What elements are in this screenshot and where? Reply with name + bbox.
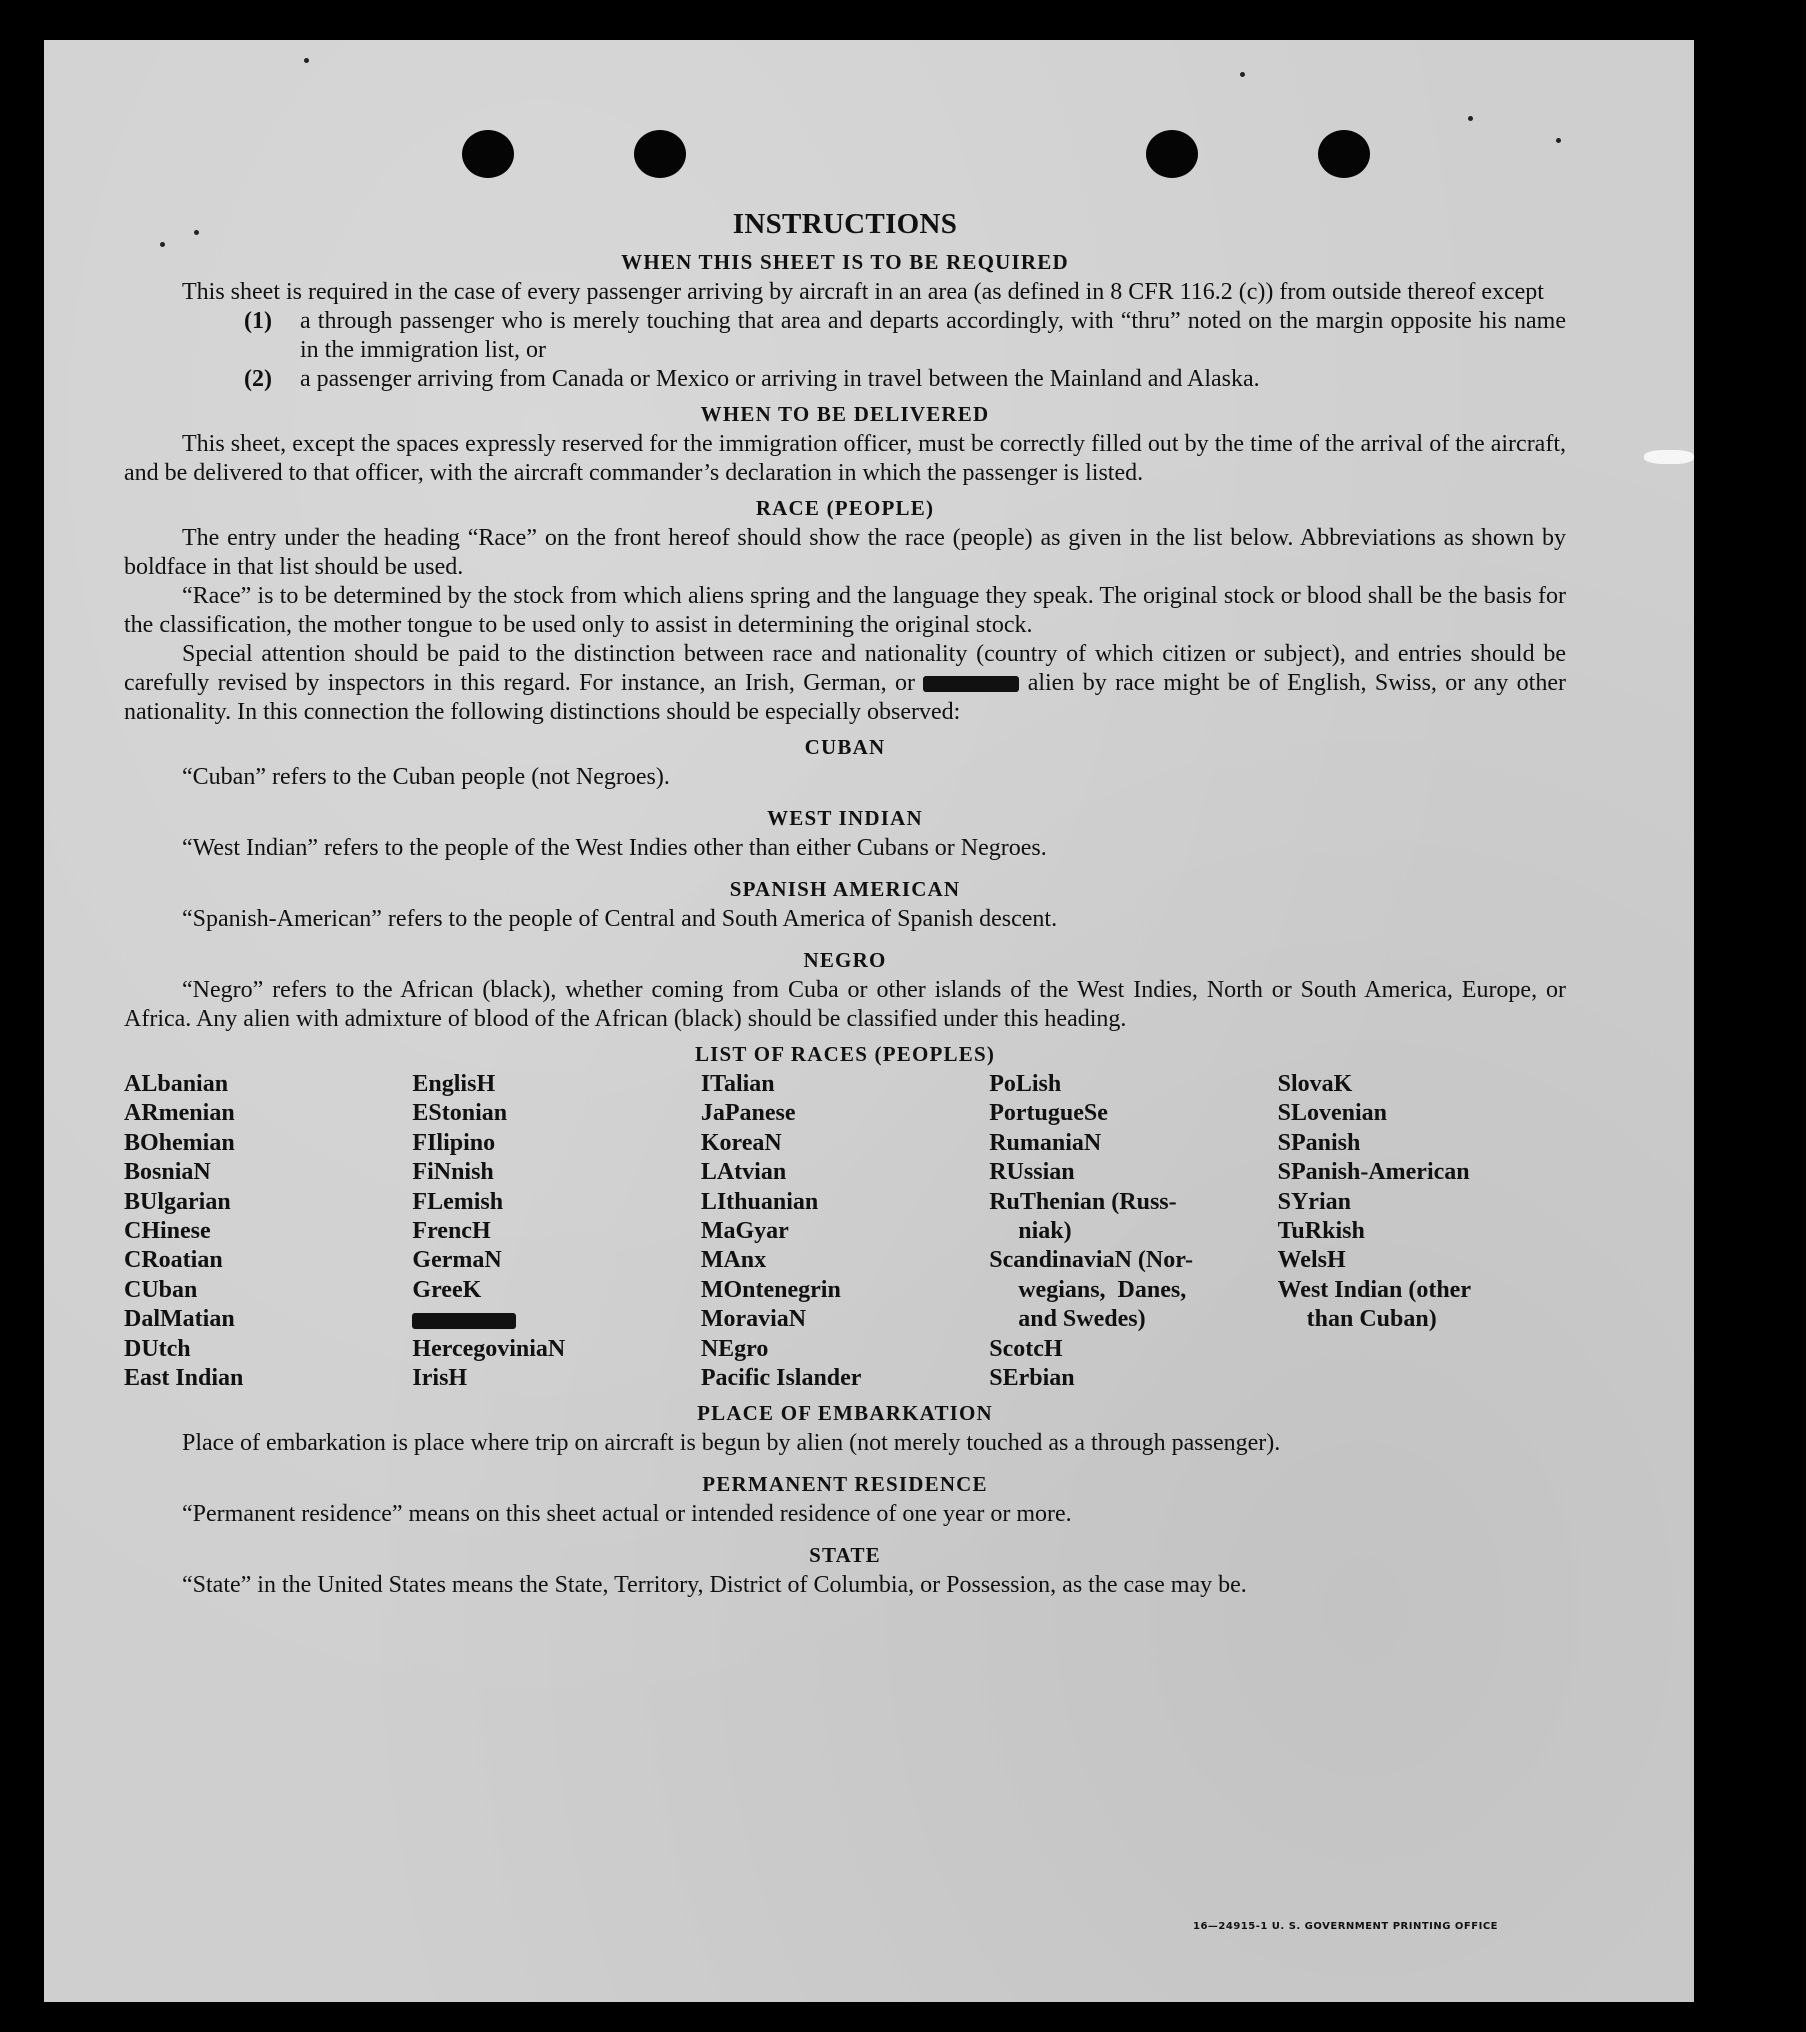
- race-entry-continued: and Swedes): [1018, 1306, 1146, 1333]
- race-entry: MoraviaN: [700, 1306, 807, 1333]
- ink-speck: [1468, 116, 1473, 121]
- race-entry: ALbanian: [124, 1071, 229, 1097]
- race-entry: ScotcH: [989, 1335, 1063, 1362]
- race-paragraph-3-end: alien by race might be of English, Swiss, or any other nationality. In this connection the following distinctions should be especially observed:: [124, 670, 1566, 725]
- race-entry: MOntenegrin: [700, 1276, 841, 1303]
- when-delivered-text: This sheet, except the spaces expressly reserved for the immigration officer, must be correctly filled out by the time of the arrival of the aircraft, and be delivered to that officer, with the aircraft commander’s declaration in which the passenger is listed.: [124, 431, 1566, 486]
- race-column: [412, 1070, 700, 1393]
- race-entry: FLemish: [412, 1188, 504, 1215]
- race-entry: MAnx: [700, 1247, 767, 1274]
- heading-permanent-residence: PERMANENT RESIDENCE: [702, 1472, 988, 1497]
- race-entry: KoreaN: [700, 1129, 782, 1156]
- heading-state: STATE: [809, 1543, 881, 1568]
- spanish-american-text: “Spanish-American” refers to the people of Central and South America of Spanish descent.: [182, 906, 1058, 932]
- punch-hole: [462, 130, 514, 178]
- race-entry: MaGyar: [700, 1218, 789, 1245]
- race-entry: FrencH: [412, 1218, 491, 1245]
- heading-cuban: CUBAN: [804, 735, 886, 759]
- when-required-intro: This sheet is required in the case of every passenger arriving by aircraft in an area (as defined in 8 CFR 116.2 (c)) from outside thereof except: [182, 279, 1544, 305]
- item-number: (2): [244, 366, 272, 392]
- heading-spanish-american: SPANISH AMERICAN: [729, 877, 961, 901]
- race-entry: NEgro: [700, 1335, 769, 1362]
- race-entry: EStonian: [412, 1100, 508, 1127]
- race-paragraph-2: “Race” is to be determined by the stock from which aliens spring and the language they speak. The original stock or blood shall be the basis for the classification, the mother tongue to be used only to assist in determining the original stock.: [124, 583, 1566, 638]
- ink-speck: [1556, 138, 1561, 143]
- negro-text: “Negro” refers to the African (black), whether coming from Cuba or other islands of the West Indies, North or South America, Europe, or Africa. Any alien with admixture of blood of the African (black) should be classified under this heading.: [124, 977, 1566, 1032]
- paper-blemish: [1644, 450, 1694, 464]
- race-list: [124, 1070, 1566, 1393]
- item-text: a through passenger who is merely touching that area and departs accordingly, with “thru” noted on the margin opposite his name in the immigration list, or: [300, 308, 1566, 363]
- state-text: “State” in the United States means the State, Territory, District of Columbia, or Possession, as the case may be.: [182, 1572, 1247, 1599]
- race-entry: LAtvian: [700, 1159, 787, 1186]
- ink-speck: [1240, 72, 1245, 77]
- race-entry: TuRkish: [1277, 1218, 1365, 1245]
- race-entry: CRoatian: [124, 1247, 223, 1274]
- race-entry: DalMatian: [124, 1306, 235, 1333]
- race-entry: HercegoviniaN: [412, 1335, 566, 1362]
- race-entry: BUlgarian: [124, 1188, 231, 1215]
- page-title: INSTRUCTIONS: [732, 208, 958, 240]
- item-text: a passenger arriving from Canada or Mexico or arriving in travel between the Mainland and Alaska.: [300, 366, 1260, 392]
- race-entry-continued: niak): [1018, 1218, 1072, 1245]
- race-entry: SYrian: [1277, 1188, 1351, 1215]
- race-entry: CHinese: [124, 1218, 211, 1245]
- punch-hole: [634, 130, 686, 178]
- race-entry: ITalian: [700, 1071, 775, 1097]
- heading-list-of-races: LIST OF RACES (PEOPLES): [694, 1042, 996, 1066]
- race-entry: DUtch: [124, 1335, 191, 1362]
- item-number: (1): [244, 308, 272, 334]
- race-entry: RumaniaN: [989, 1129, 1102, 1156]
- instructions-body: [124, 208, 1566, 1600]
- race-entry-continued: than Cuban): [1306, 1306, 1437, 1333]
- race-paragraph-3-start: Special attention should be paid to the distinction between race and nationality (country of which citizen or subject), and entries should be carefully revised by inspectors in this regard. For instance, an Irish, German, or: [124, 641, 1566, 696]
- race-entry: PoLish: [989, 1071, 1062, 1097]
- race-entry: SLovenian: [1277, 1100, 1387, 1127]
- race-entry: LIthuanian: [700, 1188, 819, 1215]
- race-entry: GreeK: [412, 1276, 482, 1303]
- embarkation-text: Place of embarkation is place where trip on aircraft is begun by alien (not merely touched as a through passenger).: [182, 1430, 1281, 1457]
- heading-race: RACE (PEOPLE): [755, 496, 935, 520]
- exception-item: [244, 365, 1566, 394]
- race-column: [701, 1070, 989, 1393]
- race-entry: JaPanese: [700, 1100, 796, 1127]
- race-entry: West Indian (other: [1277, 1276, 1471, 1303]
- heading-when-required: WHEN THIS SHEET IS TO BE REQUIRED: [621, 250, 1069, 274]
- race-entry: RUssian: [989, 1159, 1075, 1186]
- race-entry: PortugueSe: [989, 1100, 1108, 1127]
- race-entry: Pacific Islander: [700, 1365, 862, 1392]
- race-entry: SErbian: [989, 1365, 1075, 1392]
- race-entry: IrisH: [412, 1365, 468, 1392]
- race-entry: CUban: [124, 1276, 198, 1303]
- redaction-mark: [923, 676, 1019, 692]
- ink-speck: [304, 58, 309, 63]
- race-entry: ARmenian: [124, 1100, 235, 1127]
- race-entry: BOhemian: [124, 1129, 235, 1156]
- race-entry: ScandinaviaN (Nor-: [989, 1247, 1194, 1274]
- race-entry: FIlipino: [412, 1129, 496, 1156]
- race-entry: East Indian: [124, 1365, 244, 1392]
- race-entry-redacted: [412, 1305, 700, 1334]
- race-entry: WelsH: [1277, 1247, 1346, 1274]
- heading-embarkation: PLACE OF EMBARKATION: [697, 1401, 993, 1426]
- cuban-text: “Cuban” refers to the Cuban people (not Negroes).: [182, 764, 670, 790]
- race-entry: GermaN: [412, 1247, 502, 1274]
- residence-text: “Permanent residence” means on this sheet actual or intended residence of one year or more.: [182, 1501, 1072, 1528]
- punch-hole: [1146, 130, 1198, 178]
- race-column: [1278, 1070, 1566, 1393]
- redaction-mark: [412, 1313, 516, 1329]
- west-indian-text: “West Indian” refers to the people of the West Indies other than either Cubans or Negroes.: [182, 835, 1047, 861]
- heading-when-delivered: WHEN TO BE DELIVERED: [700, 402, 990, 426]
- race-column: [124, 1070, 412, 1393]
- race-paragraph-1: The entry under the heading “Race” on the front hereof should show the race (people) as given in the list below. Abbreviations as shown by boldface in that list should be used.: [124, 525, 1566, 580]
- heading-west-indian: WEST INDIAN: [767, 806, 923, 830]
- race-entry: SlovaK: [1277, 1071, 1353, 1097]
- race-paragraph-3: [124, 640, 1566, 727]
- race-entry: BosniaN: [124, 1159, 211, 1186]
- punch-hole: [1318, 130, 1370, 178]
- race-entry: SPanish-American: [1277, 1159, 1470, 1186]
- printing-office-code: 16—24915-1 U. S. GOVERNMENT PRINTING OFFICE: [1193, 1921, 1498, 1932]
- race-entry-continued: wegians, Danes,: [1018, 1276, 1187, 1303]
- race-entry: RuThenian (Russ-: [989, 1188, 1177, 1215]
- race-entry: SPanish: [1277, 1129, 1361, 1156]
- race-column: [989, 1070, 1277, 1393]
- heading-negro: NEGRO: [803, 948, 887, 972]
- race-entry: FiNnish: [412, 1159, 494, 1186]
- race-entry: EnglisH: [412, 1071, 496, 1097]
- exception-item: [244, 307, 1566, 365]
- document-sheet: [44, 40, 1694, 2002]
